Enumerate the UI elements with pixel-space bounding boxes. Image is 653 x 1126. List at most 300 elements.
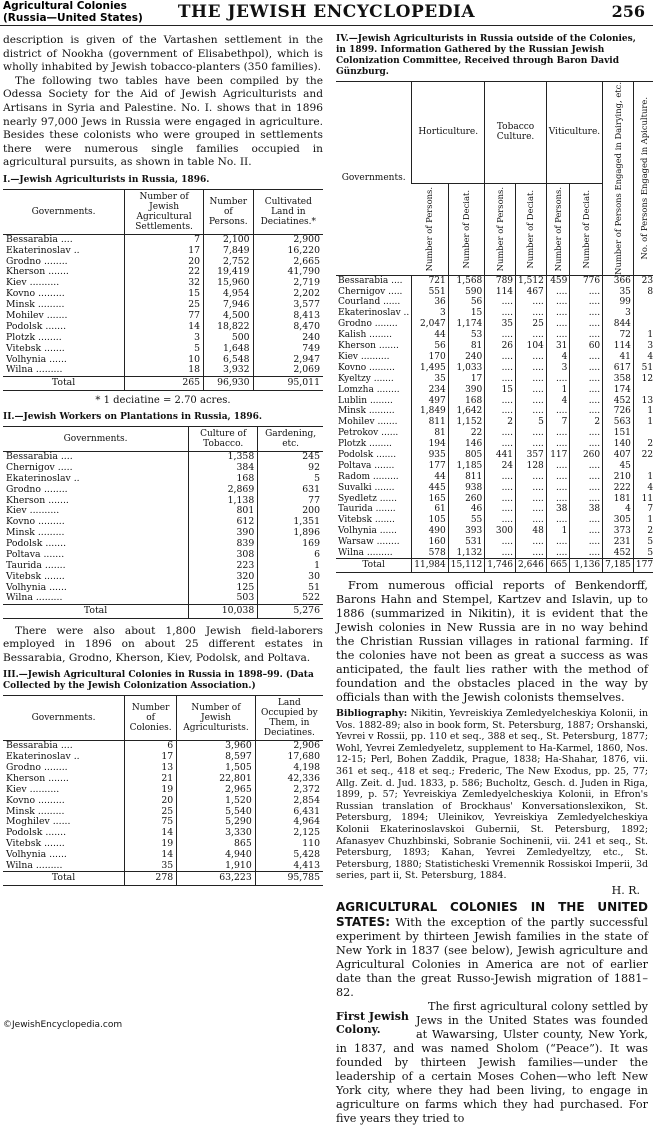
cell: .... [570,373,603,384]
cell: 26 [485,341,516,352]
right-column [336,34,653,1126]
cell: .... [485,373,516,384]
cell: 935 [412,450,449,461]
cell: 5,276 [258,604,323,618]
cell: 4,954 [204,289,254,300]
cell: 8,597 [177,752,256,763]
cell: 104 [516,341,547,352]
group-header: Horticulture. [412,82,485,184]
cell: 7,185 [603,559,634,573]
table-row [336,537,653,548]
left-column [3,34,323,886]
cell: 4,964 [255,817,323,828]
cell: 36 [412,297,449,308]
row-label: Podolsk ....... [338,449,397,460]
cell: 2,719 [253,278,323,289]
cell: 805 [448,450,485,461]
row-label: Lomzha ........ [338,384,400,395]
column-header: Number of Persons. [204,189,254,234]
row-label: Podolsk ....... [6,320,67,332]
cell: .... [516,428,547,439]
cell: 38 [546,504,570,515]
table-row [3,365,323,376]
table-row [3,539,323,550]
cell: 5 [516,417,547,428]
cell: 1,358 [189,452,258,463]
row-label: Minsk ......... [6,299,65,311]
cell: 81 [448,341,485,352]
cell: 11 [633,493,653,504]
cell: .... [546,471,570,482]
total-row [3,376,323,390]
cell: .... [485,330,516,341]
cell: 631 [258,484,323,495]
cell: 2,869 [189,484,258,495]
cell: 5,428 [255,850,323,861]
cell: 46 [448,504,485,515]
table-row [3,473,323,484]
cell: .... [546,297,570,308]
column-header: Land Occupied by Them, in Deciatines. [255,696,323,741]
table-row [336,319,653,330]
cell: 15 [125,289,204,300]
cell: 265 [125,376,204,390]
table-row [336,450,653,461]
row-label: Kovno ......... [6,288,65,300]
cell: 3,577 [253,300,323,311]
cell: 169 [258,539,323,550]
cell: 3 [603,308,634,319]
cell: 522 [258,593,323,604]
row-label: Kovno ......... [6,516,65,528]
cell: 177 [633,559,653,573]
cell: 200 [258,506,323,517]
cell: 4,940 [177,850,256,861]
cell: 1,910 [177,861,256,872]
column-header: Number of Deciat. [570,183,603,275]
cell: 92 [258,463,323,474]
row-label: Courland ...... [338,297,401,308]
cell: 839 [189,539,258,550]
cell: 4 [633,482,653,493]
cell: .... [570,548,603,559]
table-row [336,297,653,308]
cell: 35 [412,373,449,384]
row-label: Mohilev ....... [338,417,398,428]
cell: 51 [633,362,653,373]
cell: 1,746 [485,559,516,573]
cell: 22,801 [177,774,256,785]
cell: 445 [412,482,449,493]
row-label: Vitebsk ....... [338,515,395,526]
cell: 14 [125,850,177,861]
row-label: Wilna ......... [6,859,63,871]
cell: 45 [603,461,634,472]
table-row [3,343,323,354]
table-row [3,322,323,333]
cell: 844 [603,319,634,330]
cell: 1,136 [570,559,603,573]
cell: 801 [189,506,258,517]
column-header: Number of Deciat. [516,183,547,275]
cell: 174 [603,384,634,395]
cell: 63,223 [177,872,256,886]
cell: 55 [448,515,485,526]
cell: .... [485,395,516,406]
cell: 15 [485,384,516,395]
row-label: Total [336,559,412,573]
cell: .... [570,428,603,439]
cell: 160 [412,537,449,548]
cell: .... [485,548,516,559]
column-header: Governments. [3,696,125,741]
cell: 407 [603,450,634,461]
row-label: Bessarabia .... [6,451,73,463]
cell: 467 [516,286,547,297]
group-header: Tobacco Culture. [485,82,547,184]
side-heading: First Jewish Colony. [336,1009,409,1036]
cell: 4,413 [255,861,323,872]
cell: 4,500 [204,311,254,322]
cell: 6,431 [255,806,323,817]
row-label: Mohilev ....... [6,310,68,322]
cell: .... [570,515,603,526]
cell: 1 [258,561,323,572]
cell [633,297,653,308]
cell: 789 [485,275,516,286]
total-row [336,559,653,573]
cell: 168 [448,395,485,406]
paragraph: There were also about 1,800 Jewish field-laborers employed in 1896 on about 25 different estates in Bessarabia, Grodno, Kherson, Kiev, Podolsk, and Poltava. [3,624,323,664]
cell: 300 [485,526,516,537]
cell: 25 [516,319,547,330]
table-row [336,504,653,515]
cell: 2 [633,439,653,450]
cell: 1 [633,417,653,428]
row-label: Ekaterinoslav .. [6,751,80,763]
cell: 2,854 [255,795,323,806]
cell: 393 [448,526,485,537]
cell: 128 [516,461,547,472]
cell: .... [546,493,570,504]
cell: 10 [125,354,204,365]
row-label: Kiev .......... [338,351,390,362]
cell: 578 [412,548,449,559]
total-row [3,872,323,886]
cell: 14 [125,322,204,333]
table-title: II.—Jewish Workers on Plantations in Russia, 1896. [3,412,262,423]
cell: .... [516,373,547,384]
cell: 441 [485,450,516,461]
paragraph: The following two tables have been compiled by the Odessa Society for the Aid of Jewish Agriculturists and Artisans in Syria and Palestine. No. I. shows that in 1896 nearly 97,000 Jews in Russia were engaged in agriculture. Besides these colonists who were grouped in settlements there were numerous single families occupied in agricultural pursuits, as shown in table No. II. [3,74,323,169]
cell: 3 [633,341,653,352]
table-row [3,332,323,343]
cell: 41,790 [253,267,323,278]
cell: 99 [603,297,634,308]
cell: 170 [412,352,449,363]
cell: 500 [204,332,254,343]
row-label: Plotzk ........ [338,439,392,450]
cell: .... [570,395,603,406]
cell: .... [546,308,570,319]
cell: 2 [570,417,603,428]
table-3 [3,695,323,886]
cell: 13 [125,763,177,774]
row-label: Wilna ......... [6,364,63,376]
row-label: Kovno ......... [338,362,395,373]
cell: 8,470 [253,322,323,333]
row-label: Kherson ....... [338,341,399,352]
row-label: Taurida ....... [6,559,66,571]
row-label: Volhynia ...... [6,581,67,593]
cell: .... [546,406,570,417]
row-label: Ekaterinoslav .. [6,472,80,484]
table-row [336,362,653,373]
cell: 2 [633,526,653,537]
table-row [336,482,653,493]
column-header: Number of Deciat. [448,183,485,275]
cell: 4 [633,352,653,363]
cell: 41 [603,352,634,363]
row-label: Poltava ....... [338,460,395,471]
cell: .... [570,471,603,482]
cell: 2,100 [204,234,254,245]
cell: 17 [125,245,204,256]
cell: .... [516,471,547,482]
row-label: Grodno ........ [6,483,68,495]
cell: 1,568 [448,275,485,286]
cell [633,319,653,330]
cell: 15,112 [448,559,485,573]
cell: .... [485,515,516,526]
cell: 22 [633,450,653,461]
cell: 8 [633,286,653,297]
cell: 32 [125,278,204,289]
cell: 3 [412,308,449,319]
cell: 19,419 [204,267,254,278]
cell: 308 [189,550,258,561]
bibliography-label: Bibliography: [336,708,408,720]
cell: 3 [546,362,570,373]
row-label: Moghilev ...... [6,816,71,828]
cell: .... [546,439,570,450]
cell: 3 [125,332,204,343]
cell: 1,520 [177,795,256,806]
row-label: Radom ......... [338,471,399,482]
cell: 125 [189,582,258,593]
cell: .... [485,471,516,482]
cell: 25 [125,300,204,311]
cell: 20 [125,256,204,267]
cell: 18 [125,365,204,376]
running-head: Agricultural Colonies (Russia—United States) [3,0,143,24]
cell: 1,132 [448,548,485,559]
table-row [3,484,323,495]
author-signature: H. R. [611,883,640,897]
column-header: Governments. [3,189,125,234]
row-label: Ekaterinoslav .. [6,244,80,256]
cell: 110 [255,839,323,850]
table-row [3,774,323,785]
cell: .... [485,352,516,363]
cell: 1,648 [204,343,254,354]
cell: .... [485,297,516,308]
cell: 358 [603,373,634,384]
cell [633,428,653,439]
cell: 114 [485,286,516,297]
cell: 7,946 [204,300,254,311]
cell: 1 [546,526,570,537]
cell: 38 [570,504,603,515]
cell: 7 [125,234,204,245]
table-1 [3,189,323,391]
cell: .... [485,493,516,504]
site-footer: ©JewishEncyclopedia.com [3,1020,123,1030]
total-row [3,604,323,618]
cell: .... [570,537,603,548]
row-label: Kalish ........ [338,330,393,341]
table-row [336,341,653,352]
column-header: Number of Persons. [546,183,570,275]
cell: .... [546,537,570,548]
cell: 6 [258,550,323,561]
cell: 35 [125,861,177,872]
cell: 617 [603,362,634,373]
cell: 30 [258,571,323,582]
cell: .... [570,461,603,472]
cell: 75 [125,817,177,828]
cell: 1,495 [412,362,449,373]
row-label: Petrokov ...... [338,428,399,439]
cell: 2,047 [412,319,449,330]
cell: 18,822 [204,322,254,333]
cell: .... [546,428,570,439]
cell: 749 [253,343,323,354]
row-label: Lublin ........ [338,395,393,406]
cell: 4 [603,504,634,515]
cell: 81 [412,428,449,439]
cell: 4 [546,352,570,363]
cell: 551 [412,286,449,297]
cell: 1,351 [258,517,323,528]
cell: 2,202 [253,289,323,300]
table-row [3,561,323,572]
row-label: Kherson ....... [6,494,69,506]
cell: 56 [448,297,485,308]
group-header: Viticulture. [546,82,602,184]
cell: 260 [448,493,485,504]
row-label: Bessarabia .... [6,740,73,752]
cell: 260 [570,450,603,461]
table-row [336,493,653,504]
cell: 25 [125,806,177,817]
cell: 3,960 [177,741,256,752]
cell: 2,965 [177,784,256,795]
cell: 6 [125,741,177,752]
row-label: Bessarabia .... [6,234,73,246]
table-row [3,463,323,474]
cell: 2,752 [204,256,254,267]
table-title: III.—Jewish Agricultural Colonies in Russia in 1898–99. (Data Collected by the Jewish Colonization Association.) [3,670,314,692]
column-header: Number of Colonies. [125,696,177,741]
cell: 22 [448,428,485,439]
cell: 1,185 [448,461,485,472]
bibliography: Bibliography: Nikitin, Yevreiskiya Zemledyelcheskiya Kolonii, in Vos. 1882-89; also in book form, St. Petersburg, 1887; Orshanski, Yevrei v Rossii, pp. 110 et seq., 388 et seq., St. Petersburg, 1877; Wohl, Yevrei Zemledyeletz, supplement to Ha-Karmel, 1860, Nos. 12-15; Perl, Bohen Zaddik, Prague, 1838; Ha-Shahar, 1876, vii. 361 et seq., 418 et seq.; Frederic, The New Exodus, pp. 25, 77; Allg. Zeit. d. Jud. 1833, p. 586; Bucholtz, Gesch. d. Juden in Riga, 1899, p. 57; Yevreiskiya Zemledyelcheskiya Kolonii, in Efron's Russian translation of Brockhaus' Konversationslexikon, St. Petersburg, 1894; Uleinikov, Yevreiskiya Zemledyelcheskiya Kolonii Ekaterinoslavskoi Gubernii, St. Petersburg, 1892; Afanasyev Chuzhbinski, Sobranie Sochinenii, vii. 241 et seq., St. Petersburg, 1893; Kahan, Yevrei Zemledyeltzy, etc., St. Petersburg, 1880; Statisticheski Vremennik Rossiskoi Imperii, 3d series, part ii, St. Petersburg, 1884. [336,708,648,882]
cell: 117 [546,450,570,461]
table-row [3,763,323,774]
cell: 105 [412,515,449,526]
cell: 2 [485,417,516,428]
cell: 31 [546,341,570,352]
cell: .... [516,362,547,373]
cell: 10,038 [189,604,258,618]
row-label: Warsaw ........ [338,537,400,548]
column-header: Number of Jewish Agriculturists. [177,696,256,741]
row-label: Bessarabia .... [338,275,403,286]
cell: .... [570,493,603,504]
page-header [0,0,653,26]
cell [633,308,653,319]
cell: 77 [258,495,323,506]
table-row [336,352,653,363]
cell: .... [485,482,516,493]
cell: 2,069 [253,365,323,376]
table-row [3,571,323,582]
cell: 2,665 [253,256,323,267]
cell: .... [516,439,547,450]
table-row [3,795,323,806]
cell: .... [570,352,603,363]
cell: 146 [448,439,485,450]
cell: 95,011 [253,376,323,390]
cell: .... [570,362,603,373]
table-row [336,406,653,417]
cell: 1 [633,406,653,417]
cell: 776 [570,275,603,286]
table-title: I.—Jewish Agriculturists in Russia, 1896. [3,174,210,185]
cell: .... [516,515,547,526]
cell: 4 [546,395,570,406]
cell: 1,849 [412,406,449,417]
cell: .... [516,548,547,559]
cell: .... [546,319,570,330]
row-label: Podolsk ....... [6,827,67,839]
table-row [3,593,323,604]
row-label: Kyeltzy ....... [338,373,394,384]
cell: 6,548 [204,354,254,365]
cell: 21 [125,774,177,785]
row-label: Taurida ....... [338,504,396,515]
row-label: Suvalki ....... [338,482,395,493]
cell: 452 [603,395,634,406]
cell: 2,372 [255,784,323,795]
cell: 563 [603,417,634,428]
row-label: Kiev .......... [6,505,60,517]
table-row [336,428,653,439]
table-row [336,275,653,286]
cell: 72 [603,330,634,341]
cell: 19 [125,839,177,850]
cell: 60 [570,341,603,352]
cell: 222 [603,482,634,493]
column-header: Number of Persons. [412,183,449,275]
cell: 1,505 [177,763,256,774]
page-title: THE JEWISH ENCYCLOPEDIA [177,2,476,22]
cell: 390 [189,528,258,539]
cell: 5 [633,537,653,548]
cell: .... [570,286,603,297]
column-header: Number of Persons. [485,183,516,275]
